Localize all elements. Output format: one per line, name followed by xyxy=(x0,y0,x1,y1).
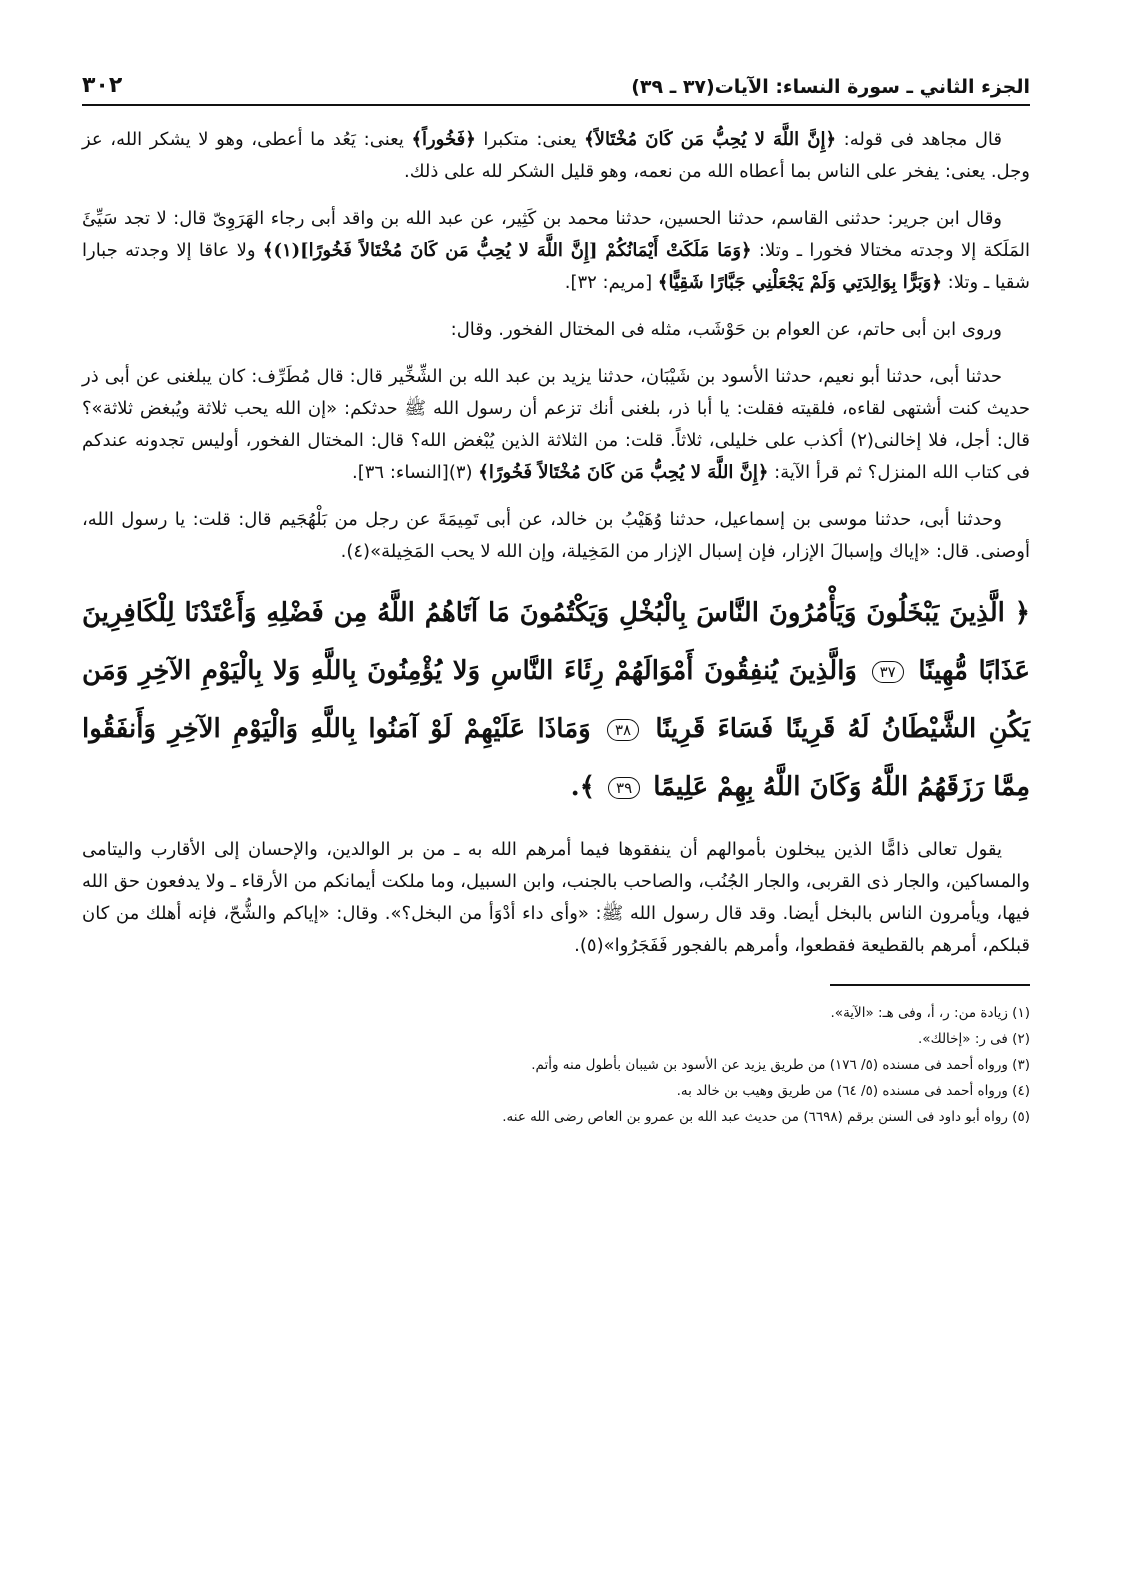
text-segment: قال مجاهد فى قوله: xyxy=(836,129,1002,150)
text-segment: يعنى: يَعُد ما أعطى، وهو لا يشكر الله، عز وجل. يعنى: يفخر على الناس بما أعطاه الله من نعمه، وهو قليل الشكر لله على ذلك. xyxy=(82,129,1030,182)
footnote: (٤) ورواه أحمد فى مسنده (٥/ ٦٤) من طريق وهيب بن خالد به. xyxy=(676,1083,1030,1099)
footnote-separator xyxy=(830,984,1030,986)
footnote: (٢) فى ر: «إخالك». xyxy=(918,1031,1030,1047)
ayah-number-badge: ٣٨ xyxy=(607,719,639,741)
verse-end-mark: . xyxy=(570,772,580,802)
ayah-text: الَّذِينَ يَبْخَلُونَ وَيَأْمُرُونَ النَّاسَ بِالْبُخْلِ وَيَكْتُمُونَ مَا آتَاهُمُ اللَّهُ مِن فَضْلِهِ وَأَعْتَدْنَا لِلْكَافِرِينَ عَذَابًا مُّهِينًا xyxy=(82,598,1031,686)
quran-verses xyxy=(82,584,1030,816)
paragraph xyxy=(82,124,1030,188)
text-segment: [مريم: ٣٢]. xyxy=(564,272,658,293)
ayah-number-badge: ٣٧ xyxy=(872,661,904,683)
footnotes xyxy=(82,1000,1030,1130)
text-segment: يقول تعالى ذامًّا الذين يبخلون بأموالهم أن ينفقوها فيما أمرهم الله به ـ من بر الوالدين، والإحسان إلى الأقارب واليتامى والمساكين، والجار ذى القربى، والجار الجُنُب، والصاحب بالجنب، وابن السبيل، وما ملكت أيمانكم من الأرقاء ـ ولا يدفعون حق الله فيها، ويأمرون الناس بالبخل أيضا. وقد قال رسول الله ﷺ: «وأى داء أدْوَأ من البخل؟». وقال: «إياكم والشُّحّ، فإنه أهلك من كان قبلكم، أمرهم بالقطيعة فقطعوا، وأمرهم بالفجور فَفَجَرُوا»(٥). xyxy=(82,839,1030,956)
text-segment: وحدثنا أبى، حدثنا موسى بن إسماعيل، حدثنا وُهَيْبُ بن خالد، عن أبى تَمِيمَةَ عن رجل من بَلْهُجَيم قال: قلت: يا رسول الله، أوصنى. قال: «إياك وإسبالَ الإزار، فإن إسبال الإزار من المَخِيلة، وإن الله لا يحب المَخِيلة»(٤). xyxy=(82,509,1030,562)
footnote: (٥) رواه أبو داود فى السنن برقم (٦٦٩٨) من حديث عبد الله بن عمرو بن العاص رضى الله عنه. xyxy=(502,1109,1030,1125)
text-segment: حدثنا أبى، حدثنا أبو نعيم، حدثنا الأسود بن شَيْبَان، حدثنا يزيد بن عبد الله بن الشِّخِّير قال: قال مُطَرِّف: كان يبلغنى عن أبى ذر حديث كنت أشتهى لقاءه، فلقيته فقلت: يا أبا ذر، بلغنى أنك تزعم أن رسول الله ﷺ حدثكم: «إن الله يحب ثلاثة ويُبغض ثلاثة»؟ قال: أجل، فلا إخالنى(٢) أكذب على خليلى، ثلاثاً. قلت: من الثلاثة الذين يُبْغض الله؟ قال: المختال الفخور، أوليس تجدونه عندكم فى كتاب الله المنزل؟ ثم قرأ الآية: xyxy=(82,366,1030,483)
commentary xyxy=(82,834,1030,962)
paragraphs xyxy=(82,124,1030,568)
paragraph xyxy=(82,834,1030,962)
quran-quote: ﴿وَبَرًّا بِوَالِدَتِي وَلَمْ يَجْعَلْنِي جَبَّارًا شَقِيًّا﴾ xyxy=(657,272,942,293)
quran-quote: ﴿وَمَا مَلَكَتْ أَيْمَانُكُمْ [إِنَّ اللَّهَ لا يُحِبُّ مَن كَانَ مُخْتَالاً فَخُورًا](١)﴾ xyxy=(262,240,752,261)
footnote: (١) زيادة من: ر، أ، وفى هـ: «الآية». xyxy=(830,1005,1030,1021)
book-page xyxy=(82,62,1030,1542)
quran-quote: ﴿فَخُوراً﴾ xyxy=(411,129,476,150)
text-segment: (٣)[النساء: ٣٦]. xyxy=(352,462,479,483)
ayah-text: وَالَّذِينَ يُنفِقُونَ أَمْوَالَهُمْ رِئَاءَ النَّاسِ وَلا يُؤْمِنُونَ بِاللَّهِ وَلا بِالْيَوْمِ الآخِرِ وَمَن يَكُنِ الشَّيْطَانُ لَهُ قَرِينًا فَسَاءَ قَرِينًا xyxy=(82,656,1030,744)
paragraph xyxy=(82,504,1030,568)
verse-close-bracket: ﴾ xyxy=(579,772,595,802)
paragraph xyxy=(82,314,1030,346)
ayah-text: وَمَاذَا عَلَيْهِمْ لَوْ آمَنُوا بِاللَّهِ وَالْيَوْمِ الآخِرِ وَأَنفَقُوا مِمَّا رَزَقَهُمُ اللَّهُ وَكَانَ اللَّهُ بِهِمْ عَلِيمًا xyxy=(82,714,1030,802)
paragraph xyxy=(82,361,1030,489)
text-segment: يعنى: متكبرا xyxy=(475,129,585,150)
text-segment: وقال ابن جرير: حدثنى القاسم، حدثنا الحسين، حدثنا محمد بن كَثِير، عن عبد الله بن واقد أبى رجاء الهَرَوِىّ قال: لا تجد سَيِّئَ المَلَكة إلا وجدته مختالا فخورا ـ وتلا: xyxy=(82,208,1030,261)
page-header xyxy=(82,62,1030,106)
footnote: (٣) ورواه أحمد فى مسنده (٥/ ١٧٦) من طريق يزيد عن الأسود بن شيبان بأطول منه وأتم. xyxy=(531,1057,1030,1073)
quran-quote: ﴿إِنَّ اللَّهَ لا يُحِبُّ مَن كَانَ مُخْتَالاً فَخُورًا﴾ xyxy=(478,462,769,483)
page-number: ٣٠٢ xyxy=(82,73,123,98)
ayah-number-badge: ٣٩ xyxy=(608,777,640,799)
text-segment: ولا عاقا إلا وجدته جبارا شقيا ـ وتلا: xyxy=(82,240,1030,293)
quran-quote: ﴿إِنَّ اللَّهَ لا يُحِبُّ مَن كَانَ مُخْتَالاً﴾ xyxy=(584,129,837,150)
paragraph xyxy=(82,203,1030,299)
text-segment: وروى ابن أبى حاتم، عن العوام بن حَوْشَب، مثله فى المختال الفخور. وقال: xyxy=(450,319,1002,340)
verse-open-bracket: ﴿ xyxy=(1014,598,1030,628)
body-text xyxy=(82,124,1030,1130)
running-title: الجزء الثاني ـ سورة النساء: الآيات(٣٧ ـ ٣٩) xyxy=(631,76,1030,98)
